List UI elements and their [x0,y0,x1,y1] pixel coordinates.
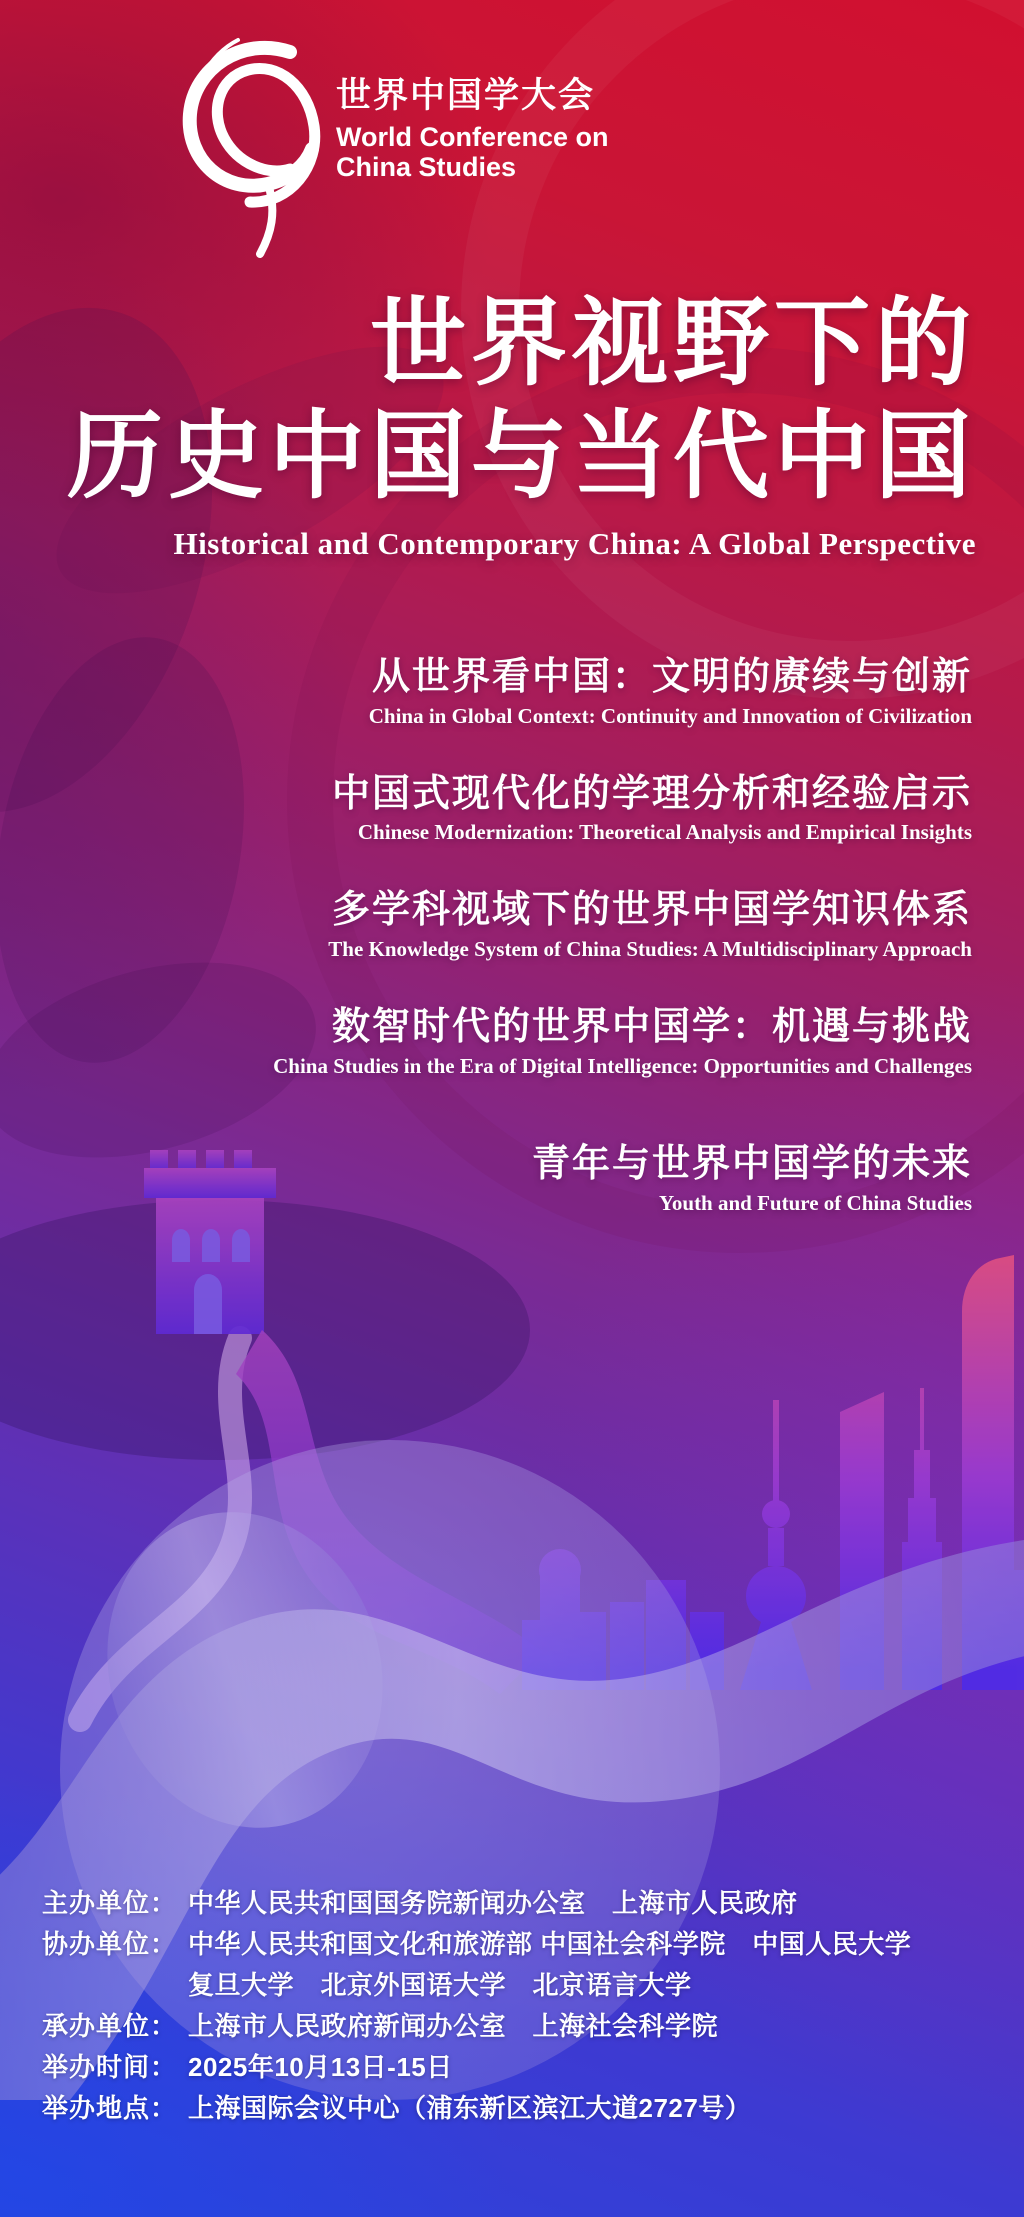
info-value: 2025年10月13日-15日 [188,2052,453,2082]
topic-title-zh: 多学科视域下的世界中国学知识体系 [331,889,972,932]
info-row-undertaker [42,2011,992,2041]
info-value: 中华人民共和国文化和旅游部 中国社会科学院 中国人民大学 [188,1929,912,1959]
info-label: 承办单位： [42,2011,178,2041]
logo-title-en-line1: World Conference on [336,122,609,152]
topic-item [273,1142,972,1215]
logo-title-en [336,122,609,182]
info-value: 复旦大学 北京外国语大学 北京语言大学 [188,1970,692,2000]
info-value: 上海国际会议中心（浦东新区滨江大道2727号） [188,2093,752,2123]
logo-title-en-line2: China Studies [336,152,517,183]
hero-subtitle-en: Historical and Contemporary China: A Global Perspective [173,525,976,561]
topic-list [273,655,972,1259]
topic-item [273,1005,972,1078]
topic-title-en: China in Global Context: Continuity and Innovation of Civilization [368,703,972,728]
info-value: 上海市人民政府新闻办公室 上海社会科学院 [188,2011,719,2041]
info-row-date [42,2052,992,2082]
hero-title-line2: 历史中国与当代中国 [67,402,976,510]
topic-title-en: The Knowledge System of China Studies: A Multidisciplinary Approach [328,937,972,962]
logo-text [336,78,609,182]
info-label: 协办单位： [42,1929,178,1959]
logo-brush-icon [172,34,322,264]
hero-title-line1: 世界视野下的 [370,290,976,397]
hero-title-block [67,290,976,562]
topic-title-zh: 青年与世界中国学的未来 [531,1142,972,1185]
info-label: 举办时间： [42,2052,178,2082]
info-row-venue [42,2093,992,2123]
conference-logo [172,34,609,264]
logo-title-zh: 世界中国学大会 [336,76,596,115]
info-label: 举办地点： [42,2093,178,2123]
info-row-coorganizer [42,1929,992,1959]
topic-item [273,772,972,845]
info-row-host [42,1888,992,1918]
event-info-block [42,1888,992,2134]
topic-item [273,888,972,961]
info-label [42,1970,188,2000]
info-label: 主办单位： [42,1888,178,1918]
topic-title-zh: 从世界看中国：文明的赓续与创新 [371,656,972,698]
topic-title-en: Youth and Future of China Studies [659,1190,972,1215]
topic-title-en: China Studies in the Era of Digital Intelligence: Opportunities and Challenges [273,1053,972,1078]
info-row-coorganizer-continued [42,1970,992,2000]
info-value: 中华人民共和国国务院新闻办公室 上海市人民政府 [188,1888,798,1918]
topic-title-zh: 数智时代的世界中国学：机遇与挑战 [331,1006,972,1049]
topic-title-en: Chinese Modernization: Theoretical Analysis and Empirical Insights [357,820,972,845]
topic-item [273,655,972,728]
topic-title-zh: 中国式现代化的学理分析和经验启示 [331,772,972,815]
